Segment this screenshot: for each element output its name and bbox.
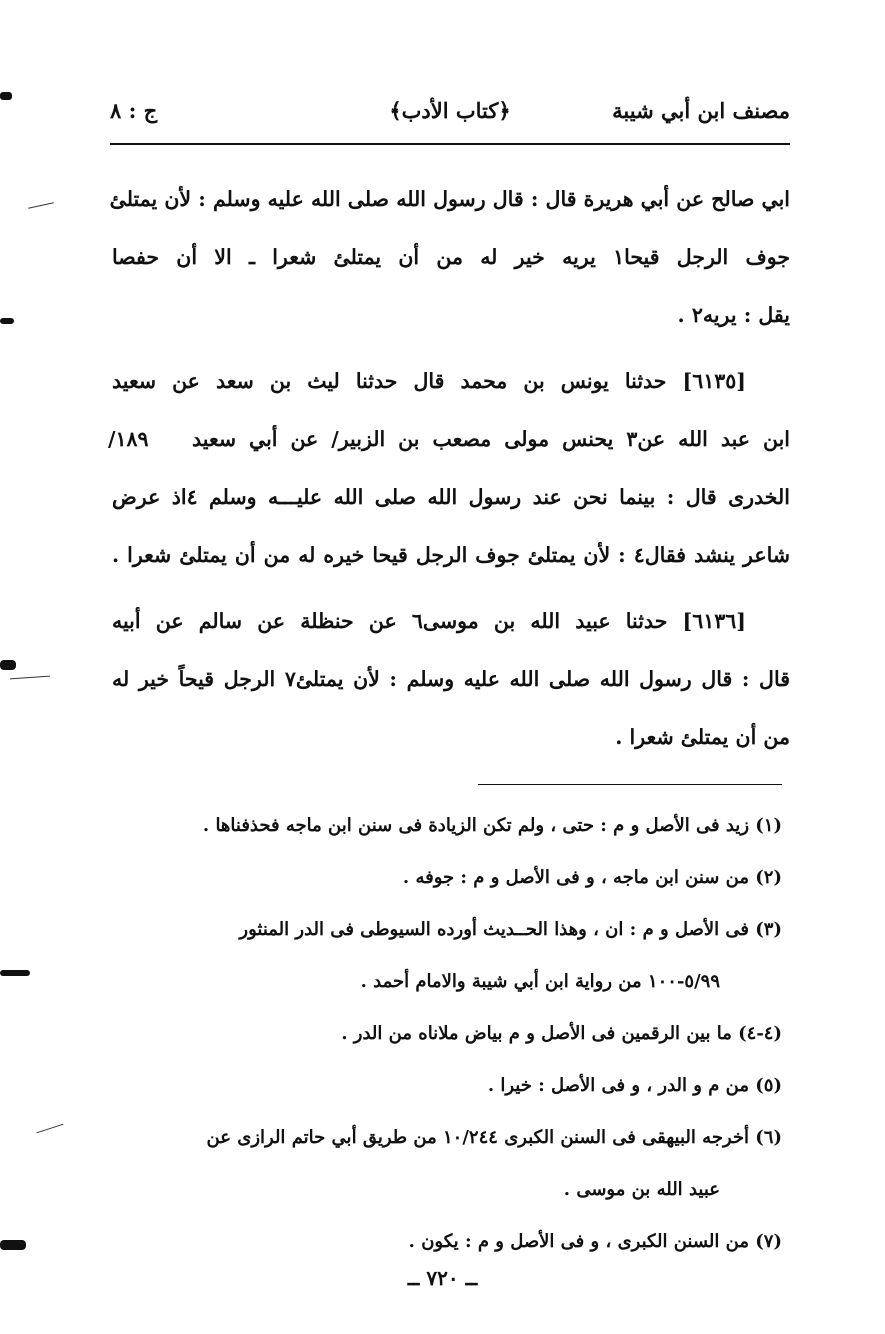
footnote-continuation: ٥/٩٩-١٠٠ من رواية ابن أبي شيبة والامام أحمد . (360, 971, 720, 992)
volume-label: ج : ٨ (110, 98, 158, 123)
main-text (108, 170, 790, 766)
scan-mark (0, 660, 16, 670)
entry-number: [٦١٣٥] (682, 369, 746, 393)
footnote: (٥) من م و الدر ، و فى الأصل : خيرا . (487, 1075, 782, 1096)
footnote: (٤-٤) ما بين الرقمين فى الأصل و م بياض ملاناه من الدر . (341, 1023, 782, 1044)
footnotes (112, 800, 782, 1268)
text-line: شاعر ينشد فقال٤ : لأن يمتلئ جوف الرجل قيحا خيره له من أن يمتلئ شعرا . (112, 543, 790, 567)
scan-mark (28, 202, 54, 208)
text-segment: حدثنا يونس بن محمد قال حدثنا ليث بن سعد عن سعيد (112, 369, 667, 393)
text-line (108, 410, 790, 468)
footnote: (٧) من السنن الكبرى ، و فى الأصل و م : يكون . (408, 1231, 782, 1252)
text-line: يقل : يريه٢ . (677, 303, 790, 327)
running-header (110, 92, 790, 138)
text-line: الخدرى قال : بينما نحن عند رسول الله صلى الله عليـــه وسلم ٤اذ عرض (112, 485, 790, 509)
footnote: (١) زيد فى الأصل و م : حتى ، ولم تكن الزيادة فى سنن ابن ماجه فحذفناها . (202, 815, 782, 836)
scan-mark (0, 970, 30, 976)
text-line: قال : قال رسول الله صلى الله عليه وسلم : لأن يمتلئ٧ الرجل قيحاً خير له (112, 667, 790, 691)
book-title: مصنف ابن أبي شيبة (612, 98, 790, 123)
text-line (112, 352, 790, 410)
scan-mark (0, 318, 14, 324)
footnote: (٢) من سنن ابن ماجه ، و فى الأصل و م : جوفه . (402, 867, 782, 888)
footnote-continuation: عبيد الله بن موسى . (563, 1179, 720, 1200)
scan-mark (0, 1240, 26, 1250)
text-line: جوف الرجل قيحا١ يريه خير له من أن يمتلئ شعرا ـ الا أن حفصا (112, 245, 790, 269)
hadith-entry-6135 (108, 352, 790, 584)
page-number: ــ ٧٢٠ ــ (407, 1266, 478, 1290)
entry-number: [٦١٣٦] (682, 609, 746, 633)
scan-mark (37, 1124, 64, 1134)
scan-mark (0, 92, 12, 100)
footnote: (٣) فى الأصل و م : ان ، وهذا الحــديث أورده السيوطى فى الدر المنثور (239, 919, 782, 940)
text-line: ابي صالح عن أبي هريرة قال : قال رسول الله صلى الله عليه وسلم : لأن يمتلئ (109, 187, 790, 211)
text-segment: حدثنا عبيد الله بن موسى٦ عن حنظلة عن سالم عن أبيه (112, 609, 668, 633)
scan-mark (10, 676, 50, 680)
text-line: من أن يمتلئ شعرا . (615, 725, 790, 749)
chapter-title: ﴿كتاب الأدب﴾ (389, 98, 511, 123)
paragraph (109, 170, 790, 344)
text-segment: ابن عبد الله عن٣ يحنس مولى مصعب بن الزبير/ عن أبي سعيد (192, 427, 790, 451)
footnote-rule (478, 784, 782, 785)
hadith-entry-6136 (112, 592, 790, 766)
header-rule (110, 143, 790, 145)
text-line (112, 592, 790, 650)
folio-marker: ١٨٩/ (108, 427, 149, 451)
footnote: (٦) أخرجه البيهقى فى السنن الكبرى ١٠/٢٤٤ من طريق أبي حاتم الرازى عن (206, 1127, 782, 1148)
